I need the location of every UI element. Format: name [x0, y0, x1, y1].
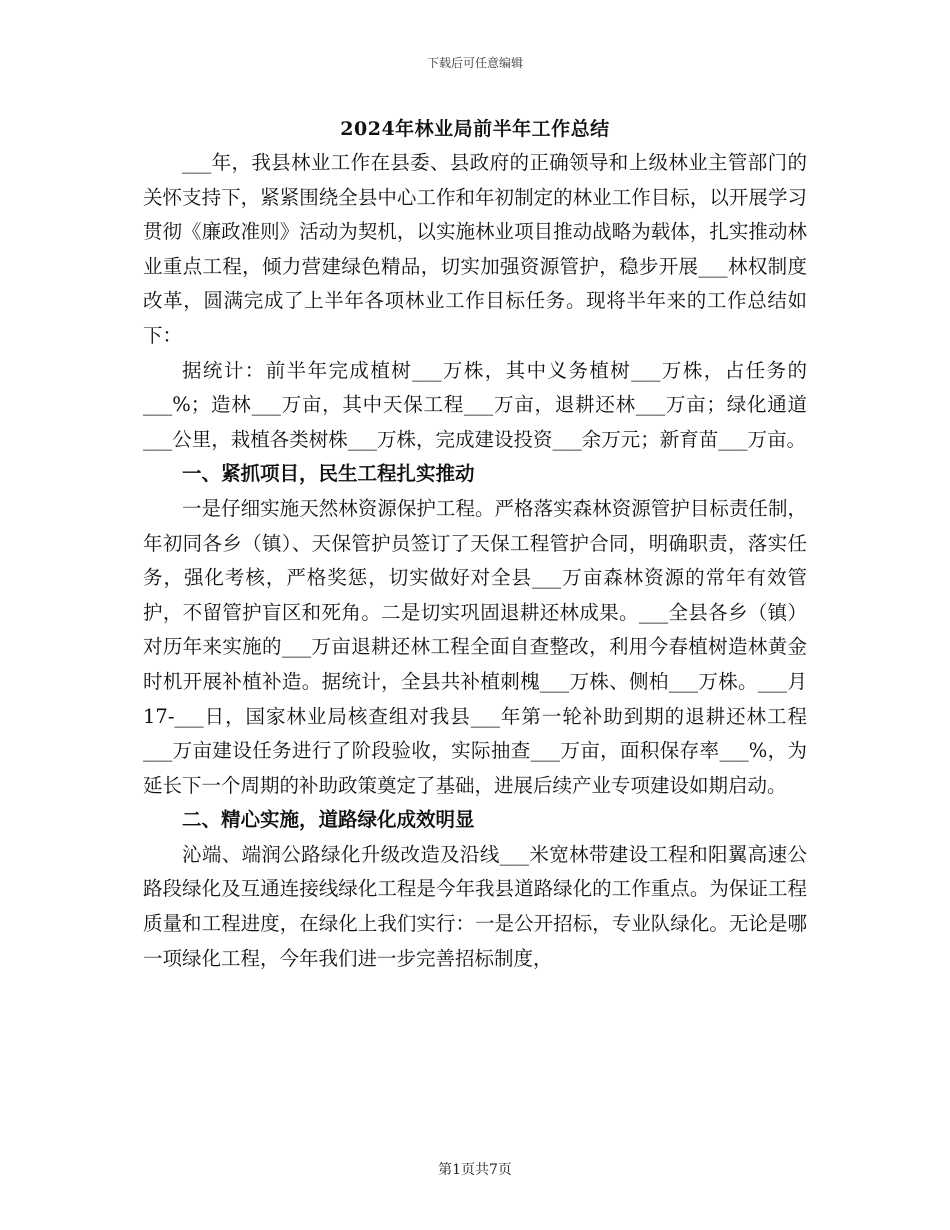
- section-heading-2: 二、精心实施，道路绿化成效明显: [182, 808, 475, 832]
- header-note: 下载后可任意编辑: [426, 56, 523, 70]
- intro-paragraph: ___年，我县林业工作在县委、县政府的正确领导和上级林业主管部门的关怀支持下，紧紧围绕全县中心工作和年初制定的林业工作目标，以开展学习贯彻《廉政准则》活动为契机，以实施林业项目推动战略为载体，扎实推动林业重点工程，倾力营建绿色精品，切实加强资源管护，稳步开展___林权制度改革，圆满完成了上半年各项林业工作目标任务。现将半年来的工作总结如下：: [143, 151, 807, 347]
- section-1-paragraph: 一是仔细实施天然林资源保护工程。严格落实森林资源管护目标责任制，年初同各乡（镇）、天保管护员签订了天保工程管护合同，明确职责，落实任务，强化考核，严格奖惩，切实做好对全县___万亩森林资源的常年有效管护，不留管护盲区和死角。二是切实巩固退耕还林成果。___全县各乡（镇）对历年来实施的___万亩退耕还林工程全面自查整改，利用今春植树造林黄金时机开展补植补造。据统计，全县共补植刺槐___万株、侧柏___万株。___月17-___日，国家林业局核查组对我县___年第一轮补助到期的退耕还林工程___万亩建设任务进行了阶段验收，实际抽查___万亩，面积保存率___%，为延长下一个周期的补助政策奠定了基础，进展后续产业专项建设如期启动。: [143, 496, 807, 797]
- statistics-paragraph: 据统计：前半年完成植树___万株，其中义务植树___万株，占任务的___%；造林___万亩，其中天保工程___万亩，退耕还林___万亩；绿化通道___公里，栽植各类树株___万株，完成建设投资___余万元；新育苗___万亩。: [143, 358, 807, 451]
- document-body: [143, 146, 807, 976]
- section-2-paragraph: 沁端、端润公路绿化升级改造及沿线___米宽林带建设工程和阳翼高速公路段绿化及互通连接线绿化工程是今年我县道路绿化的工作重点。为保证工程质量和工程进度，在绿化上我们实行：一是公开招标，专业队绿化。无论是哪一项绿化工程，今年我们进一步完善招标制度，: [143, 842, 807, 970]
- section-heading-1: 一、紧抓项目，民生工程扎实推动: [182, 462, 475, 486]
- document-title: 2024年林业局前半年工作总结: [340, 118, 610, 140]
- page-number-footer: 第1页共7页: [438, 1162, 512, 1178]
